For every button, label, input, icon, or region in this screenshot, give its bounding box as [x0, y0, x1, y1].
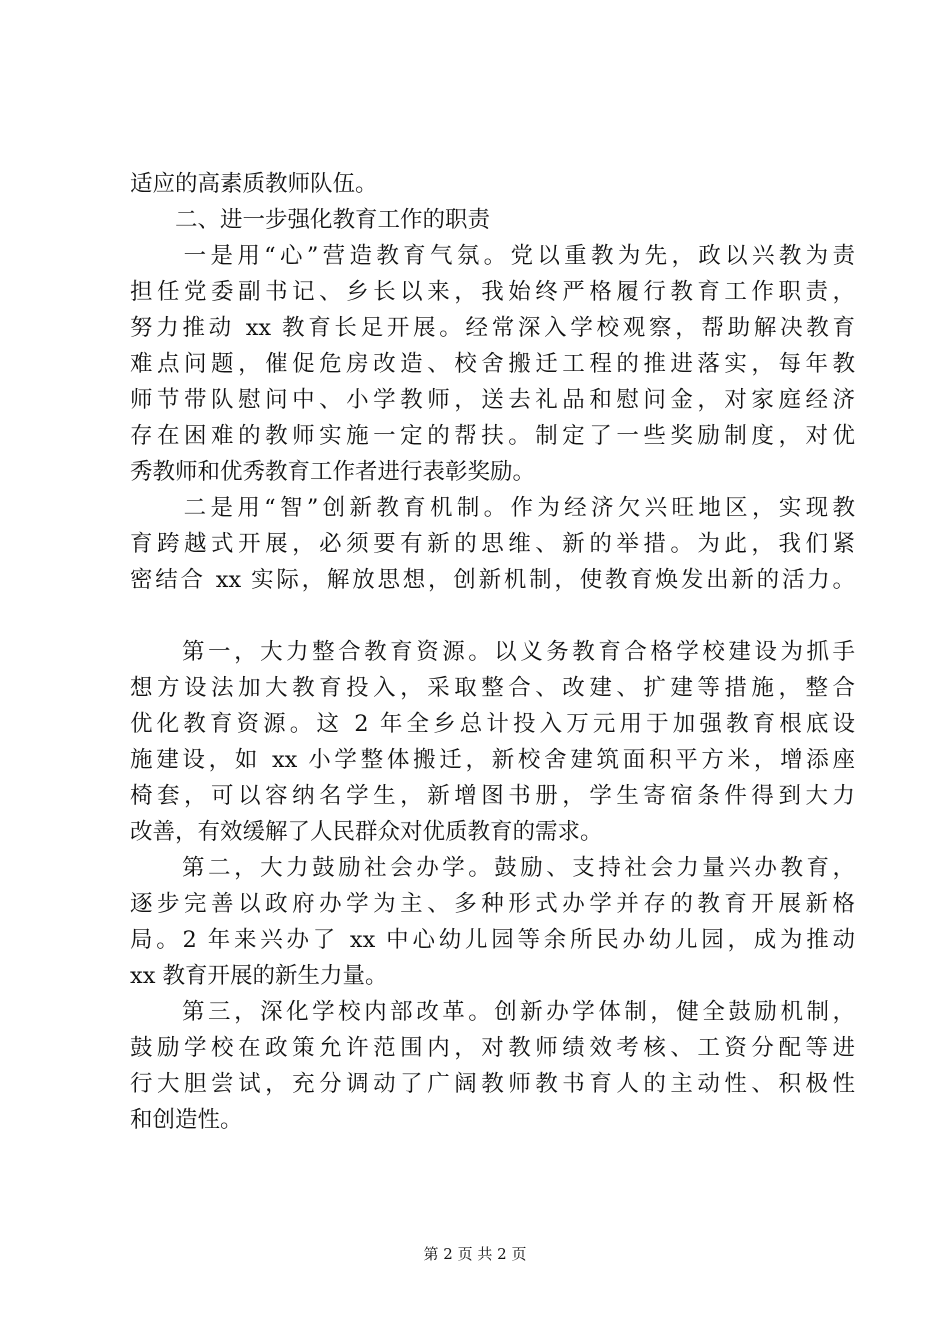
text-line: 师节带队慰问中、小学教师，送去礼品和慰问金，对家庭经济 — [130, 387, 855, 413]
text-line: 适应的高素质教师队伍。 — [130, 171, 378, 197]
text-line: 第二，大力鼓励社会办学。鼓励、支持社会力量兴办教育， — [130, 855, 855, 881]
text-line: 存在困难的教师实施一定的帮扶。制定了一些奖励制度，对优 — [130, 423, 855, 449]
text-line: 局。2 年来兴办了 xx 中心幼儿园等余所民办幼儿园，成为推动 — [130, 927, 855, 953]
section-heading: 二、进一步强化教育工作的职责 — [130, 207, 491, 233]
text-line: 二是用“智”创新教育机制。作为经济欠兴旺地区，实现教 — [130, 495, 855, 521]
text-line: 担任党委副书记、乡长以来，我始终严格履行教育工作职责， — [130, 279, 855, 305]
text-line: 鼓励学校在政策允许范围内，对教师绩效考核、工资分配等进 — [130, 1035, 855, 1061]
text-line: 改善，有效缓解了人民群众对优质教育的需求。 — [130, 819, 603, 845]
text-line: 施建设，如 xx 小学整体搬迁，新校舍建筑面积平方米，增添座 — [130, 747, 855, 773]
text-line: 努力推动 xx 教育长足开展。经常深入学校观察，帮助解决教育 — [130, 315, 855, 341]
text-line: xx 教育开展的新生力量。 — [130, 963, 388, 989]
text-line: 想方设法加大教育投入，采取整合、改建、扩建等措施，整合 — [130, 675, 855, 701]
page-number-label: 第 2 页 共 2 页 — [423, 1245, 527, 1263]
paragraph-gap — [130, 598, 855, 634]
text-line: 和创造性。 — [130, 1107, 243, 1133]
text-line: 逐步完善以政府办学为主、多种形式办学并存的教育开展新格 — [130, 891, 855, 917]
text-line: 一是用“心”营造教育气氛。党以重教为先，政以兴教为责 — [130, 243, 855, 269]
text-line: 椅套，可以容纳名学生，新增图书册，学生寄宿条件得到大力 — [130, 783, 855, 809]
text-line: 秀教师和优秀教育工作者进行表彰奖励。 — [130, 459, 536, 485]
text-line: 育跨越式开展，必须要有新的思维、新的举措。为此，我们紧 — [130, 531, 855, 557]
page-footer — [0, 1244, 950, 1264]
text-line: 密结合 xx 实际，解放思想，创新机制，使教育焕发出新的活力。 — [130, 567, 855, 593]
text-line: 第三，深化学校内部改革。创新办学体制，健全鼓励机制， — [130, 999, 855, 1025]
text-line: 第一，大力整合教育资源。以义务教育合格学校建设为抓手 — [130, 639, 855, 665]
text-line: 优化教育资源。这 2 年全乡总计投入万元用于加强教育根底设 — [130, 711, 855, 737]
document-body — [130, 166, 855, 1138]
text-line: 行大胆尝试，充分调动了广阔教师教书育人的主动性、积极性 — [130, 1071, 855, 1097]
text-line: 难点问题，催促危房改造、校舍搬迁工程的推进落实，每年教 — [130, 351, 855, 377]
